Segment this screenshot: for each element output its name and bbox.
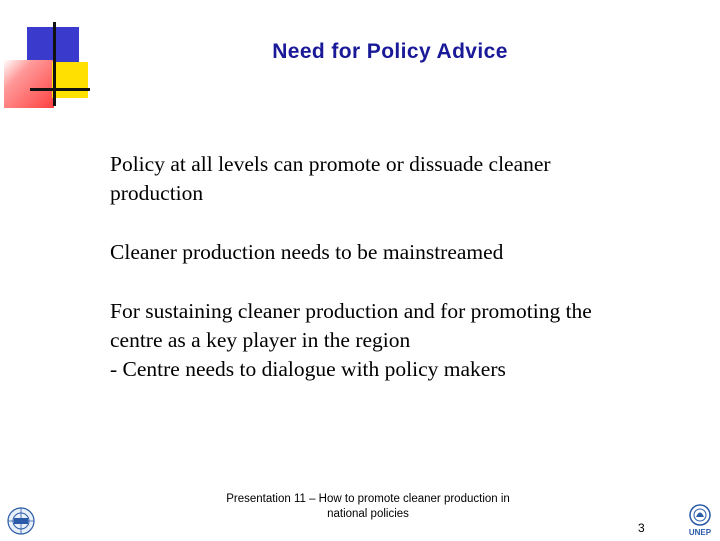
paragraph-line: production [110,181,204,205]
decor-red-square [4,60,54,108]
body-paragraph-3 [110,297,690,384]
slide-body [110,150,690,414]
decor-horizontal-line [30,88,90,91]
paragraph-line: Policy at all levels can promote or dissuade cleaner [110,152,551,176]
body-paragraph-2 [110,238,690,267]
paragraph-line: Cleaner production needs to be mainstreamed [110,240,504,264]
slide-title: Need for Policy Advice [272,40,508,63]
footer-line-1: Presentation 11 – How to promote cleaner production in [226,493,510,505]
footer-line-2: national policies [327,508,409,520]
paragraph-line: centre as a key player in the region [110,328,411,352]
body-paragraph-1 [110,150,690,208]
page-number: 3 [638,521,645,535]
slide-footer [200,492,536,522]
unep-logo-label: UNEP [688,528,712,537]
unido-logo-icon [6,506,36,536]
decor-yellow-square [52,62,88,98]
unep-logo-icon [684,504,716,538]
paragraph-line: - Centre needs to dialogue with policy makers [110,357,506,381]
decor-vertical-line [53,22,56,106]
paragraph-line: For sustaining cleaner production and for promoting the [110,299,592,323]
